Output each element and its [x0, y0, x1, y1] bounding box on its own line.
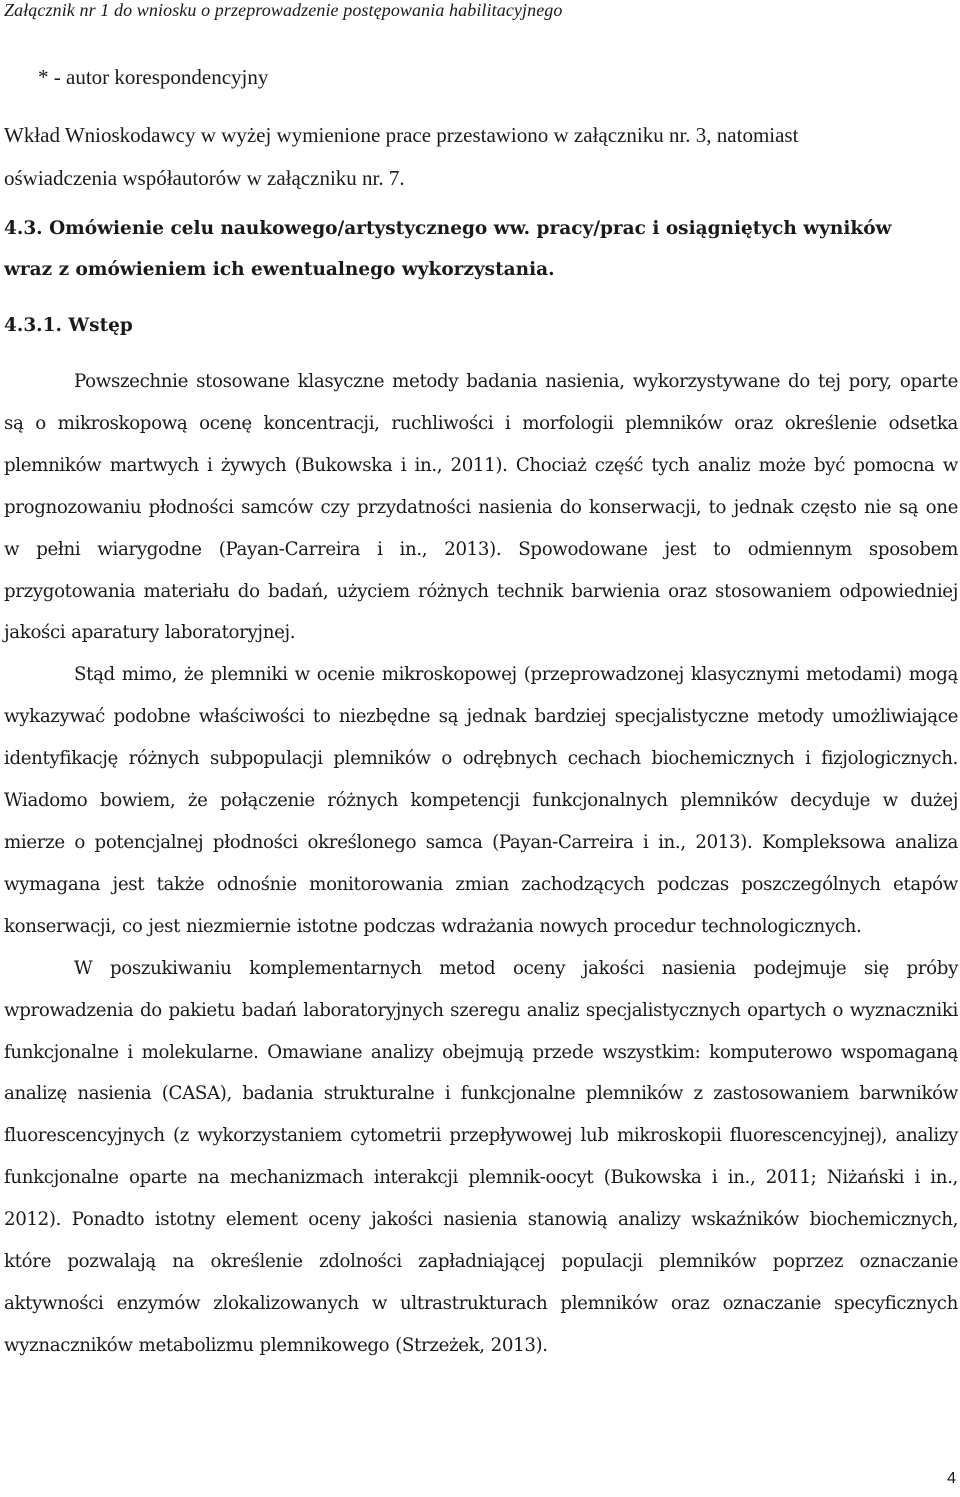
- contribution-line-1: Wkład Wnioskodawcy w wyżej wymienione prace przestawiono w załączniku nr. 3, natomiast: [4, 123, 799, 147]
- section-heading-line-2: wraz z omówieniem ich ewentualnego wykorzystania.: [4, 259, 555, 280]
- paragraph-1: Powszechnie stosowane klasyczne metody badania nasienia, wykorzystywane do tej pory, oparte są o mikroskopową ocenę koncentracji, ruchliwości i morfologii plemników oraz określenie odsetka plemników martwych i żywych (Bukowska i in., 2011). Chociaż część tych analiz może być pomocna w prognozowaniu płodności samców czy przydatności nasienia do konserwacji, to jednak często nie są one w pełni wiarygodne (Payan-Carreira i in., 2013). Spowodowane jest to odmiennym sposobem przygotowania materiału do badań, użyciem różnych technik barwienia oraz stosowaniem odpowiedniej jakości aparatury laboratoryjnej.: [4, 371, 958, 644]
- body-text: [4, 361, 958, 1367]
- subsection-heading: 4.3.1. Wstęp: [4, 315, 133, 336]
- contribution-line-2: oświadczenia współautorów w załączniku nr. 7.: [4, 166, 405, 190]
- page-number: 4: [947, 1470, 956, 1487]
- paragraph-3: W poszukiwaniu komplementarnych metod oceny jakości nasienia podejmuje się próby wprowadzenia do pakietu badań laboratoryjnych szeregu analiz specjalistycznych opartych o wyznaczniki funkcjonalne i molekularne. Omawiane analizy obejmują przede wszystkim: komputerowo wspomaganą analizę nasienia (CASA), badania strukturalne i funkcjonalne plemników z zastosowaniem barwników fluorescencyjnych (z wykorzystaniem cytometrii przepływowej lub mikroskopii fluorescencyjnej), analizy funkcjonalne oparte na mechanizmach interakcji plemnik-oocyt (Bukowska i in., 2011; Niżański i in., 2012). Ponadto istotny element oceny jakości nasienia stanowią analizy wskaźników biochemicznych, które pozwalają na określenie zdolności zapładniającej populacji plemników poprzez oznaczanie aktywności enzymów zlokalizowanych w ultrastrukturach plemników oraz oznaczanie specyficznych wyznaczników metabolizmu plemnikowego (Strzeżek, 2013).: [4, 957, 958, 1356]
- paragraph-2: Stąd mimo, że plemniki w ocenie mikroskopowej (przeprowadzonej klasycznymi metodami) mogą wykazywać podobne właściwości to niezbędne są jednak bardziej specjalistyczne metody umożliwiające identyfikację różnych subpopulacji plemników o odrębnych cechach biochemicznych i fizjologicznych. Wiadomo bowiem, że połączenie różnych kompetencji funkcjonalnych plemników decyduje w dużej mierze o potencjalnej płodności określonego samca (Payan-Carreira i in., 2013). Kompleksowa analiza wymagana jest także odnośnie monitorowania zmian zachodzących podczas poszczególnych etapów konserwacji, co jest niezmiernie istotne podczas wdrażania nowych procedur technologicznych.: [4, 664, 958, 937]
- page-header: Załącznik nr 1 do wniosku o przeprowadzenie postępowania habilitacyjnego: [4, 0, 563, 20]
- section-heading-line-1: 4.3. Omówienie celu naukowego/artystycznego ww. pracy/prac i osiągniętych wyników: [4, 218, 892, 239]
- footnote-corresponding-author: * - autor korespondencyjny: [38, 65, 269, 89]
